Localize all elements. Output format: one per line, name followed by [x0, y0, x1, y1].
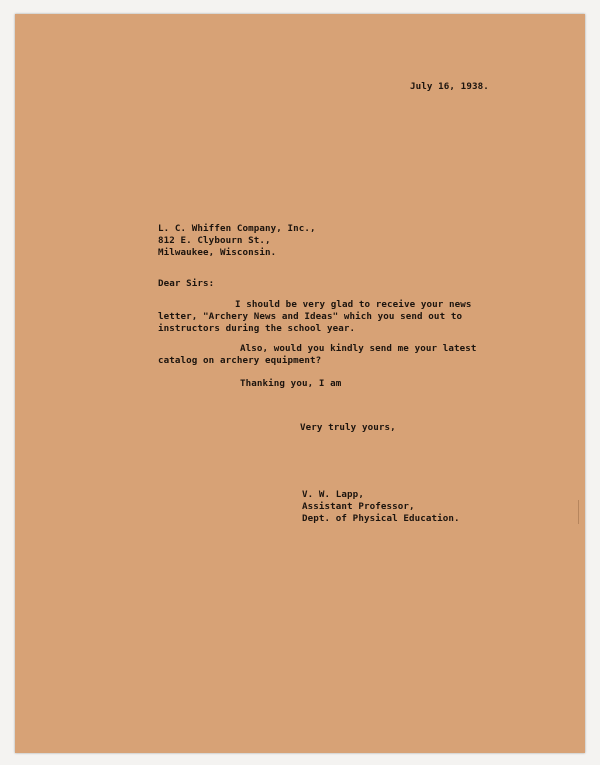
- signature-block: [302, 489, 460, 525]
- body-line: Also, would you kindly send me your latest: [240, 343, 477, 354]
- signature-line: Dept. of Physical Education.: [302, 513, 460, 524]
- salutation: Dear Sirs:: [158, 278, 215, 289]
- recipient-address: [158, 223, 316, 259]
- complimentary-close: Very truly yours,: [300, 422, 396, 433]
- letter-page: [15, 14, 585, 753]
- recipient-line: L. C. Whiffen Company, Inc.,: [158, 223, 316, 234]
- paper-mark: [572, 500, 579, 524]
- recipient-line: 812 E. Clybourn St.,: [158, 235, 271, 246]
- body-line: letter, "Archery News and Ideas" which you send out to: [158, 311, 463, 322]
- signature-line: V. W. Lapp,: [302, 489, 364, 500]
- thanks-line: Thanking you, I am: [240, 378, 342, 389]
- letter-date: July 16, 1938.: [410, 81, 489, 92]
- body-line: instructors during the school year.: [158, 323, 356, 334]
- signature-line: Assistant Professor,: [302, 501, 415, 512]
- body-line: I should be very glad to receive your news: [235, 299, 472, 310]
- body-line: catalog on archery equipment?: [158, 355, 322, 366]
- recipient-line: Milwaukee, Wisconsin.: [158, 247, 277, 258]
